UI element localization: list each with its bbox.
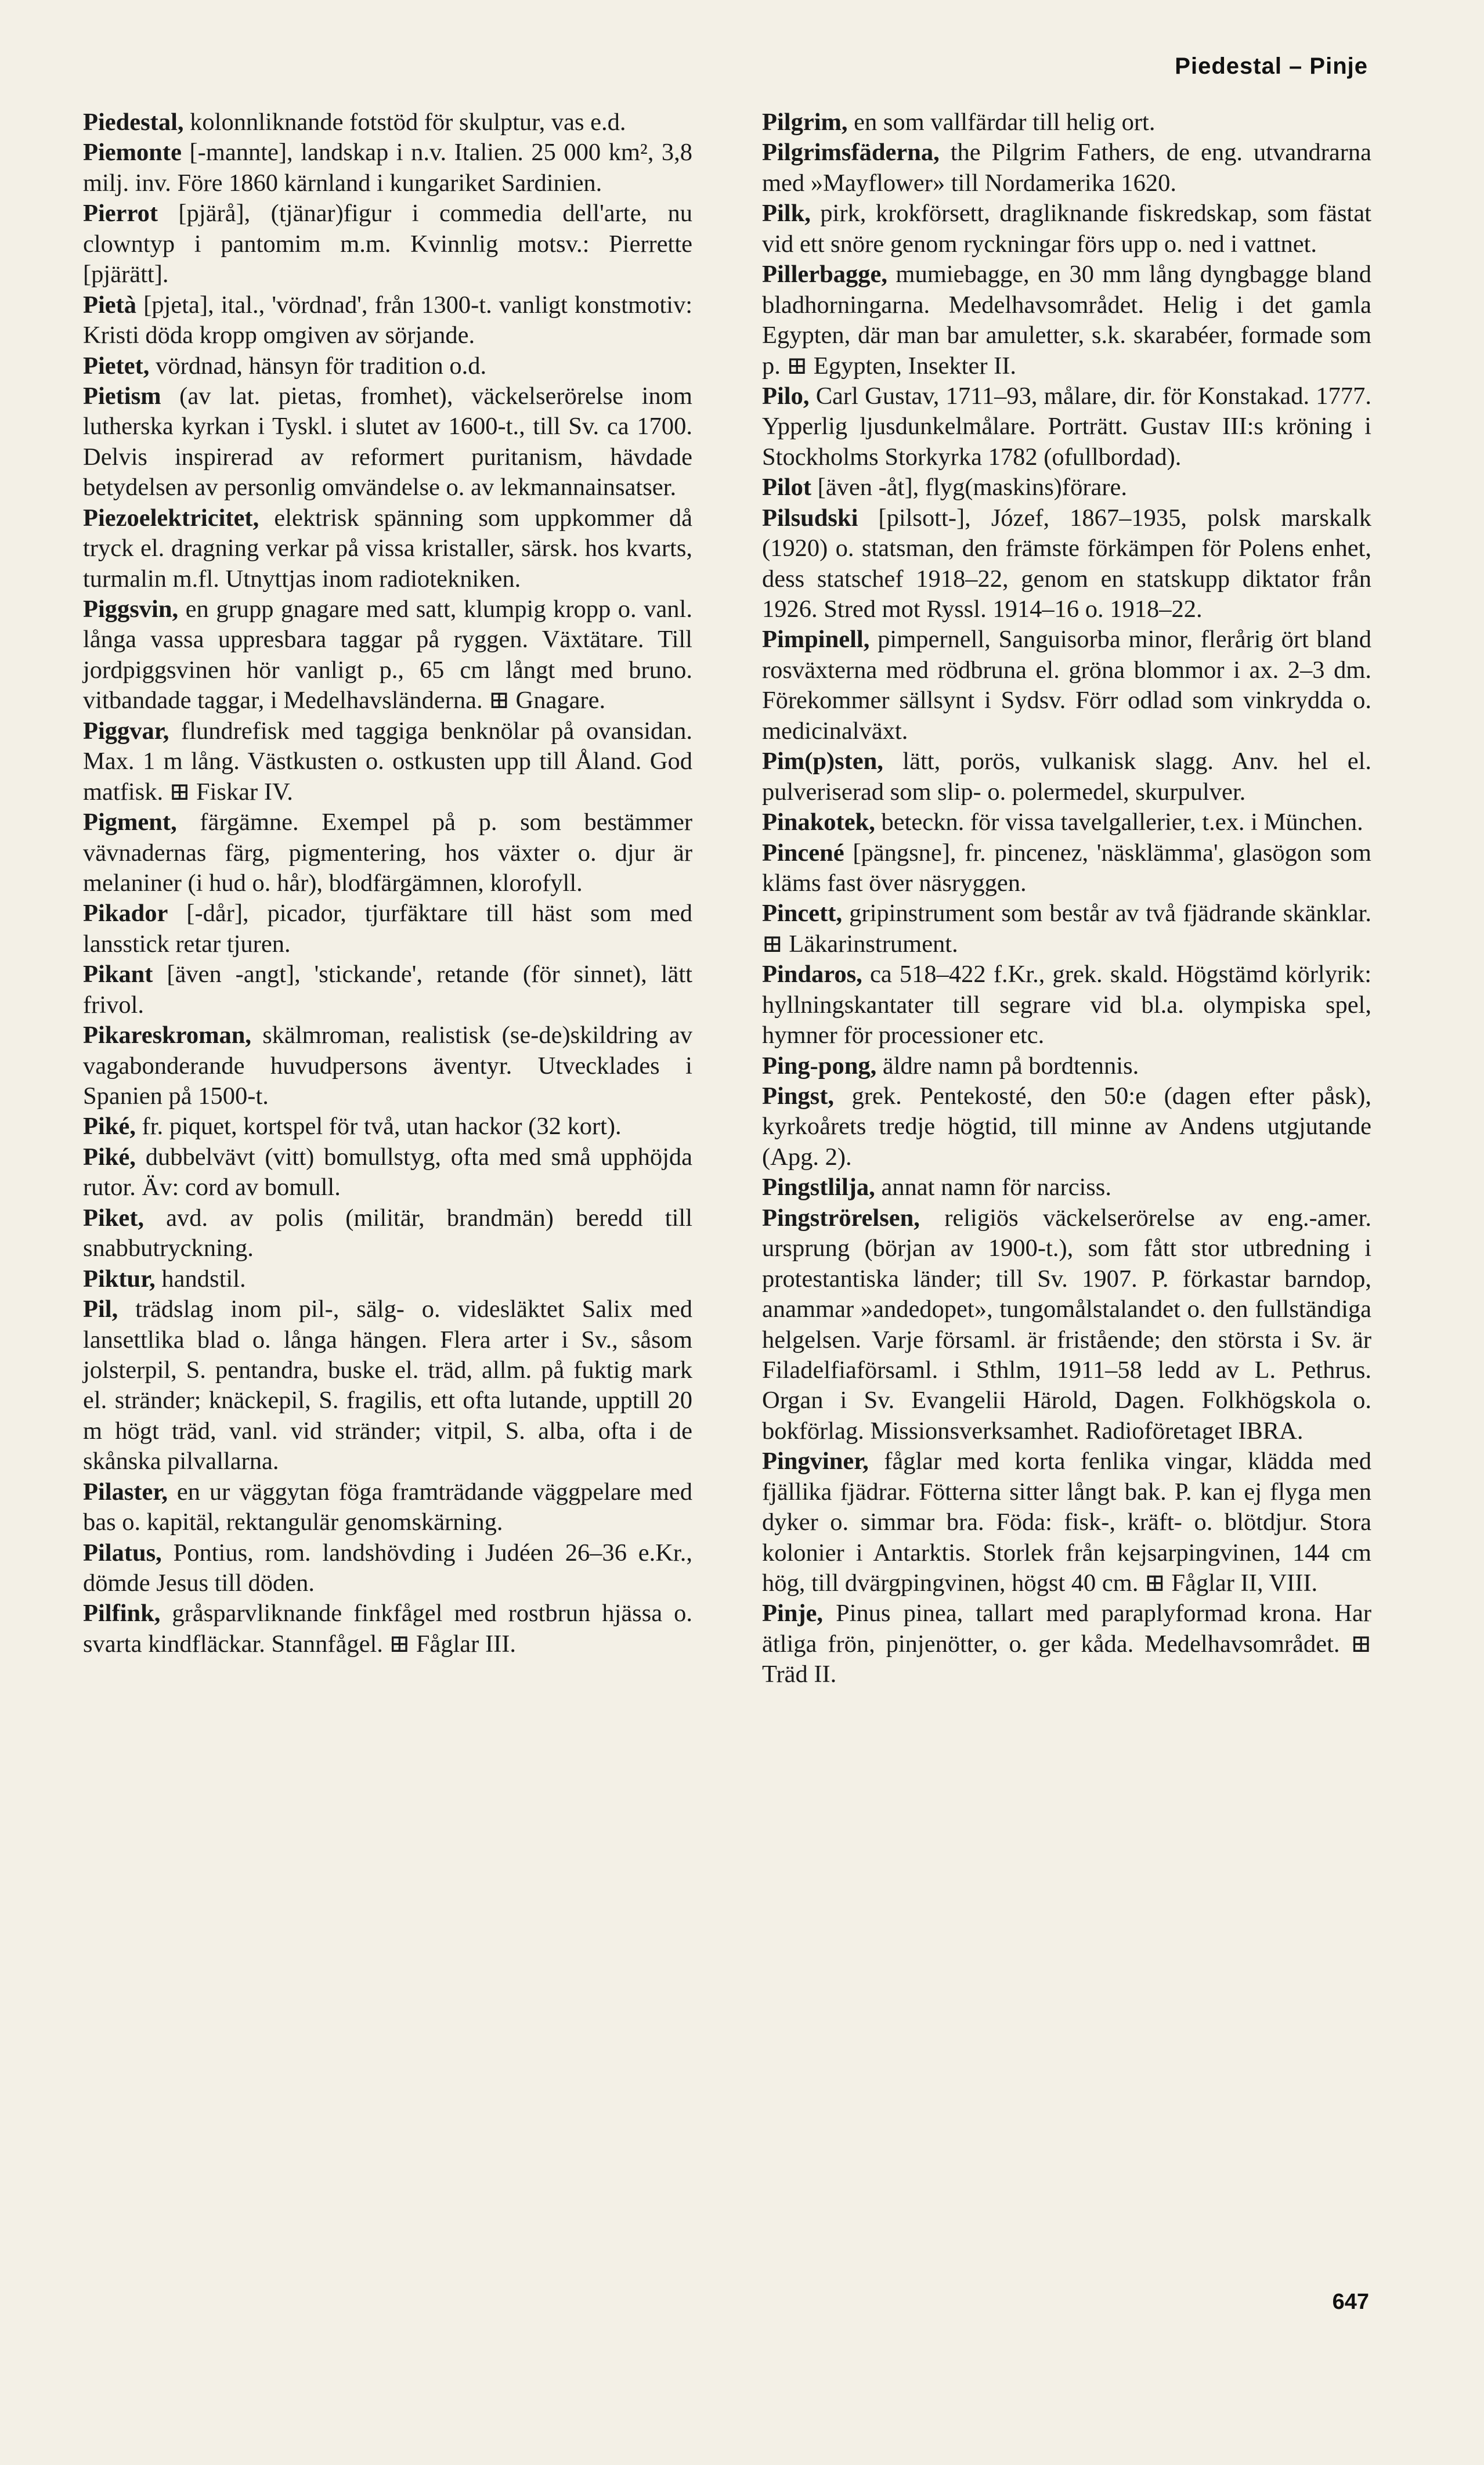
entry-definition: elektrisk spänning som uppkommer då tryck el. dragning verkar på vissa kristaller, särsk. hos kvarts, turmalin m.fl. Utnyttjas inom radiotekniken. <box>83 504 692 593</box>
entry-headword: Pilot <box>762 474 811 501</box>
dictionary-entry <box>762 503 1371 625</box>
entry-headword: Pingstlilja, <box>762 1174 875 1201</box>
entry-headword: Pigment, <box>83 809 177 836</box>
entry-definition: kolonnliknande fotstöd för skulptur, vas e.d. <box>183 109 626 136</box>
dictionary-entry <box>83 503 692 594</box>
entry-definition: färgämne. Exempel på p. som bestämmer vävnadernas färg, pigmentering, hos växter o. djur är melaniner (i hud o. hår), blodfärgämnen, klorofyll. <box>83 809 692 897</box>
dictionary-entry <box>83 138 692 199</box>
dictionary-entry <box>762 1172 1371 1203</box>
entry-headword: Pilaster, <box>83 1478 168 1506</box>
dictionary-entry <box>83 381 692 503</box>
entry-headword: Ping-pong, <box>762 1052 877 1080</box>
entry-definition: [även -angt], 'stickande', retande (för sinnet), lätt frivol. <box>83 961 692 1019</box>
dictionary-entry <box>762 138 1371 199</box>
dictionary-entry <box>762 807 1371 838</box>
dictionary-entry <box>762 1598 1371 1690</box>
dictionary-entry <box>762 898 1371 959</box>
entry-headword: Pilgrim, <box>762 109 848 136</box>
entry-definition: [pängsne], fr. pincenez, 'näsklämma', glasögon som kläms fast över näsryggen. <box>762 839 1371 897</box>
dictionary-entry <box>762 1446 1371 1598</box>
dictionary-entry <box>762 199 1371 259</box>
dictionary-entry <box>83 1294 692 1477</box>
dictionary-entry <box>83 351 692 381</box>
entry-headword: Pilgrimsfäderna, <box>762 139 940 167</box>
dictionary-entry <box>83 1598 692 1659</box>
entry-headword: Pinje, <box>762 1600 824 1627</box>
dictionary-entry <box>762 625 1371 746</box>
entry-definition: [pilsott-], Józef, 1867–1935, polsk marskalk (1920) o. statsman, den främste förkämpen för Polens enhet, dess statschef 1918–22, genom en statskupp diktator från 1926. Stred mot Ryssl. 1914–16 o. 1918–22. <box>762 504 1371 623</box>
entry-definition: Pontius, rom. landshövding i Judéen 26–36 e.Kr., dömde Jesus till döden. <box>83 1539 692 1597</box>
dictionary-entry <box>83 1538 692 1599</box>
entry-headword: Pilsudski <box>762 504 858 532</box>
entry-definition: gråsparvliknande finkfågel med rostbrun hjässa o. svarta kindfläckar. Stannfågel. ⊞ Fåglar III. <box>83 1600 692 1658</box>
dictionary-entry <box>762 746 1371 807</box>
dictionary-entry <box>83 1020 692 1111</box>
entry-definition: the Pilgrim Fathers, de eng. utvandrarna med »Mayflower» till Nordamerika 1620. <box>762 139 1371 197</box>
entry-definition: en ur väggytan föga framträdande väggpelare med bas o. kapitäl, rektangulär genomskärning. <box>83 1478 692 1536</box>
entry-headword: Pinakotek, <box>762 809 875 836</box>
left-column <box>83 107 692 1659</box>
dictionary-entry <box>762 381 1371 472</box>
entry-definition: annat namn för narciss. <box>875 1174 1111 1201</box>
dictionary-entry <box>762 107 1371 138</box>
entry-headword: Piggsvin, <box>83 596 179 623</box>
entry-headword: Pilo, <box>762 382 810 410</box>
dictionary-entry <box>83 1264 692 1294</box>
entry-definition: (av lat. pietas, fromhet), väckelserörelse inom lutherska kyrkan i Tyskl. i slutet av 1600-t., till Sv. ca 1700. Delvis inspirerad av reformert puritanism, hävdade betydelsen av personlig omvändelse o. av lekmannainsatser. <box>83 382 692 501</box>
right-column <box>762 107 1371 1690</box>
dictionary-entry <box>83 1203 692 1264</box>
entry-headword: Piezoelektricitet, <box>83 504 259 532</box>
running-header: Piedestal – Pinje <box>1175 53 1368 79</box>
entry-definition: mumiebagge, en 30 mm lång dyngbagge bland bladhorningarna. Medelhavsområdet. Helig i det gamla Egypten, där man bar amuletter, s.k. skarabéer, formade som p. ⊞ Egypten, Insekter II. <box>762 261 1371 380</box>
entry-definition: fåglar med korta fenlika vingar, klädda med fjällika fjädrar. Fötterna sitter långt bak. P. kan ej flyga men dyker o. simmar bra. Föda: fisk-, kräft- o. blötdjur. Stora kolonier i Antarktis. Storlek från kejsarpingvinen, 144 cm hög, till dvärgpingvinen, högst 40 cm. ⊞ Fåglar II, VIII. <box>762 1448 1371 1597</box>
entry-headword: Pindaros, <box>762 961 862 988</box>
entry-headword: Pimpinell, <box>762 626 870 654</box>
entry-definition: [pjeta], ital., 'vördnad', från 1300-t. vanligt konstmotiv: Kristi döda kropp omgiven av sörjande. <box>83 291 692 349</box>
entry-definition: pirk, krokförsett, dragliknande fiskredskap, som fästat vid ett snöre genom ryckningar förs upp o. ned i vattnet. <box>762 200 1371 258</box>
dictionary-entry <box>83 107 692 138</box>
entry-headword: Piké, <box>83 1143 136 1171</box>
dictionary-entry <box>83 716 692 807</box>
entry-definition: pimpernell, Sanguisorba minor, flerårig ört bland rosväxterna med rödbruna el. gröna blommor i ax. 2–3 dm. Förekommer sällsynt i Sydsv. Förr odlad som vinkrydda o. medicinalväxt. <box>762 626 1371 745</box>
entry-headword: Pingströrelsen, <box>762 1204 920 1232</box>
dictionary-entry <box>83 1142 692 1203</box>
dictionary-entry <box>762 259 1371 381</box>
dictionary-entry <box>83 1111 692 1142</box>
entry-definition: lätt, porös, vulkanisk slagg. Anv. hel el. pulveriserad som slip- o. polermedel, skurpulver. <box>762 748 1371 806</box>
entry-headword: Piemonte <box>83 139 182 167</box>
dictionary-entry <box>762 1051 1371 1081</box>
dictionary-entry <box>83 594 692 716</box>
entry-headword: Pikant <box>83 961 153 988</box>
dictionary-entry <box>762 1081 1371 1172</box>
entry-headword: Piktur, <box>83 1265 156 1293</box>
dictionary-entry <box>762 959 1371 1051</box>
entry-headword: Pietet, <box>83 352 150 380</box>
entry-definition: äldre namn på bordtennis. <box>876 1052 1139 1080</box>
entry-headword: Piké, <box>83 1113 136 1141</box>
entry-definition: fr. piquet, kortspel för två, utan hackor (32 kort). <box>135 1113 622 1141</box>
entry-headword: Pincené <box>762 839 844 867</box>
entry-definition: religiös väckelserörelse av eng.-amer. ursprung (början av 1900-t.), som fått stor utbredning i protestantiska länder; till Sv. 1907. P. förkastar barndop, anammar »andedopet», tungomålstalandet o. den fullständiga helgelsen. Varje församl. är fristående; den största i Sv. är Filadelfiaförsaml. i Sthlm, 1911–58 ledd av L. Pethrus. Organ i Sv. Evangelii Härold, Dagen. Folkhögskola o. bokförlag. Missionsverksamhet. Radioföretaget IBRA. <box>762 1204 1371 1445</box>
entry-headword: Pilfink, <box>83 1600 161 1627</box>
entry-headword: Pincett, <box>762 900 843 927</box>
entry-definition: [pjärå], (tjänar)figur i commedia dell'arte, nu clowntyp i pantomim m.m. Kvinnlig motsv.: Pierrette [pjärätt]. <box>83 200 692 288</box>
entry-definition: Carl Gustav, 1711–93, målare, dir. för Konstakad. 1777. Ypperlig ljusdunkelmålare. Porträtt. Gustav III:s kröning i Stockholms Storkyrka 1782 (ofullbordad). <box>762 382 1371 471</box>
entry-definition: dubbelvävt (vitt) bomullstyg, ofta med små upphöjda rutor. Äv: cord av bomull. <box>83 1143 692 1201</box>
entry-definition: flundrefisk med taggiga benknölar på ovansidan. Max. 1 m lång. Västkusten o. ostkusten upp till Åland. God matfisk. ⊞ Fiskar IV. <box>83 717 692 806</box>
entry-definition: trädslag inom pil-, sälg- o. videsläktet Salix med lansettlika blad o. långa hängen. Flera arter i Sv., såsom jolsterpil, S. pentandra, buske el. träd, allm. på fuktig mark el. stränder; knäckepil, S. fragilis, ett ofta lutande, upptill 20 m högt träd, vanl. vid stränder; vitpil, S. alba, ofta i de skånska pilvallarna. <box>83 1295 692 1475</box>
entry-headword: Pingviner, <box>762 1448 869 1475</box>
entry-headword: Pikador <box>83 900 168 927</box>
dictionary-entry <box>762 1203 1371 1447</box>
entry-headword: Pikareskroman, <box>83 1022 252 1049</box>
entry-definition: gripinstrument som består av två fjädrande skänklar. ⊞ Läkarinstrument. <box>762 900 1371 958</box>
entry-definition: grek. Pentekosté, den 50:e (dagen efter påsk), kyrkoårets tredje högtid, till minne av Andens utgjutande (Apg. 2). <box>762 1082 1371 1171</box>
entry-headword: Piket, <box>83 1204 145 1232</box>
entry-headword: Pillerbagge, <box>762 261 887 288</box>
entry-definition: [-mannte], landskap i n.v. Italien. 25 000 km², 3,8 milj. inv. Före 1860 kärnland i kungariket Sardinien. <box>83 139 692 197</box>
entry-definition: en grupp gnagare med satt, klumpig kropp o. vanl. långa vassa uppresbara taggar på ryggen. Växtätare. Till jordpiggsvinen hör vanligt p., 65 cm långt med bruno. vitbandade taggar, i Medelhavsländerna. ⊞ Gnagare. <box>83 596 692 714</box>
dictionary-entry <box>762 838 1371 899</box>
entry-definition: ca 518–422 f.Kr., grek. skald. Högstämd körlyrik: hyllningskantater till segrare vid bl.a. olympiska spel, hymner för processioner etc. <box>762 961 1371 1049</box>
entry-headword: Pil, <box>83 1295 118 1323</box>
dictionary-entry <box>83 290 692 351</box>
entry-definition: [även -åt], flyg(maskins)förare. <box>811 474 1127 501</box>
entry-definition: vördnad, hänsyn för tradition o.d. <box>149 352 487 380</box>
entry-headword: Pierrot <box>83 200 158 228</box>
dictionary-entry <box>83 807 692 898</box>
entry-definition: beteckn. för vissa tavelgallerier, t.ex. i München. <box>875 809 1363 836</box>
dictionary-entry <box>83 1477 692 1538</box>
dictionary-entry <box>83 898 692 959</box>
entry-headword: Pietism <box>83 382 161 410</box>
entry-headword: Pietà <box>83 291 137 319</box>
entry-headword: Pilk, <box>762 200 811 228</box>
entry-headword: Pingst, <box>762 1082 834 1110</box>
page-number: 647 <box>1332 2290 1369 2314</box>
entry-headword: Piedestal, <box>83 109 184 136</box>
dictionary-entry <box>762 472 1371 503</box>
entry-headword: Pim(p)sten, <box>762 748 883 775</box>
entry-definition: [-dår], picador, tjurfäktare till häst som med lansstick retar tjuren. <box>83 900 692 958</box>
entry-definition: Pinus pinea, tallart med paraplyformad krona. Har ätliga frön, pinjenötter, o. ger kåda. Medelhavsområdet. ⊞ Träd II. <box>762 1600 1371 1688</box>
entry-headword: Piggvar, <box>83 717 169 745</box>
entry-headword: Pilatus, <box>83 1539 162 1567</box>
dictionary-entry <box>83 959 692 1020</box>
entry-definition: en som vallfärdar till helig ort. <box>847 109 1156 136</box>
entry-definition: avd. av polis (militär, brandmän) beredd till snabbutryckning. <box>83 1204 692 1262</box>
dictionary-entry <box>83 199 692 290</box>
entry-definition: skälmroman, realistisk (se-de)skildring av vagabonderande huvudpersons äventyr. Utvecklades i Spanien på 1500-t. <box>83 1022 692 1110</box>
entry-definition: handstil. <box>155 1265 246 1293</box>
